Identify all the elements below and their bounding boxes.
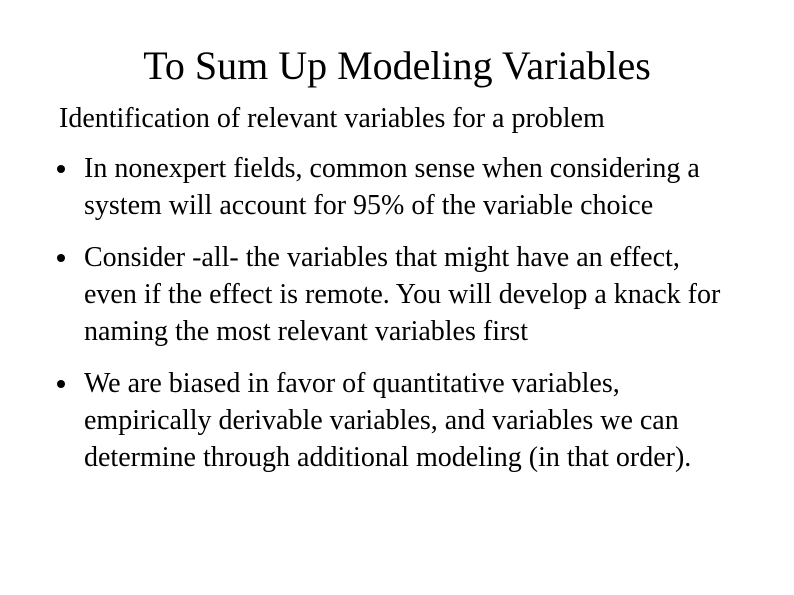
bullet-text: We are biased in favor of quantitative variables, empirically derivable variables, and variables we can determine through additional modeling (in that order). <box>84 368 692 473</box>
slide-subtitle: Identification of relevant variables for a problem <box>59 103 605 134</box>
slide-title: To Sum Up Modeling Variables <box>143 43 651 88</box>
bullet-item <box>0 365 724 476</box>
bullet-dot-icon <box>57 254 65 262</box>
bullet-item <box>0 150 724 224</box>
bullet-list <box>0 150 794 491</box>
bullet-dot-icon <box>57 380 65 388</box>
bullet-text: Consider -all- the variables that might have an effect, even if the effect is remote. You will develop a knack for naming the most relevant variables first <box>84 242 721 347</box>
bullet-dot-icon <box>57 165 65 173</box>
bullet-text: In nonexpert fields, common sense when considering a system will account for 95% of the variable choice <box>84 153 700 221</box>
bullet-item <box>0 239 724 350</box>
